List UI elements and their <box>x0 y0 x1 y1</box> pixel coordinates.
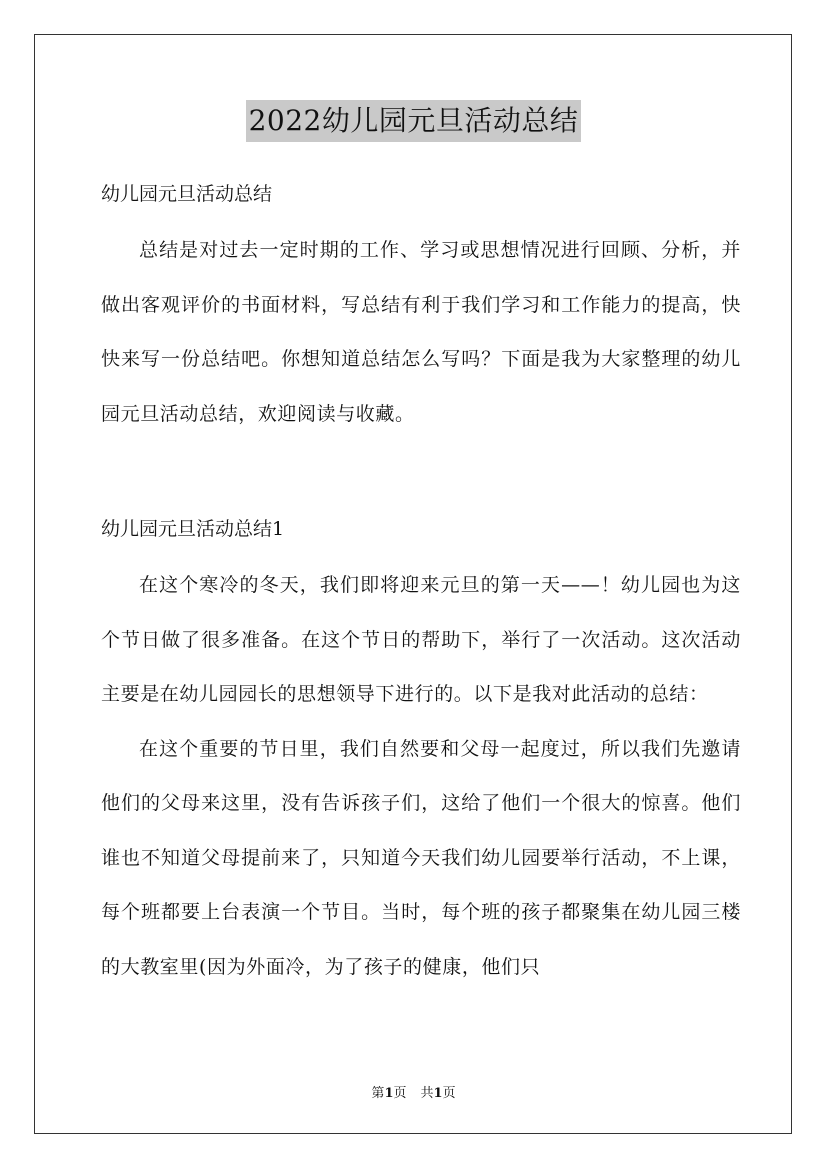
intro-heading: 幼儿园元旦活动总结 <box>101 183 273 205</box>
total-suffix: 页 <box>442 1086 456 1101</box>
total-prefix: 共 <box>420 1086 434 1101</box>
total-pages: 1 <box>433 1086 443 1101</box>
intro-paragraph: 总结是对过去一定时期的工作、学习或思想情况进行回顾、分析，并做出客观评价的书面材料，写总结有利于我们学习和工作能力的提高，快快来写一份总结吧。你想知道总结怎么写吗？下面是我为大家整理的幼儿园元旦活动总结，欢迎阅读与收藏。 <box>101 239 741 425</box>
section1-paragraph-1: 在这个寒冷的冬天，我们即将迎来元旦的第一天——！幼儿园也为这个节日做了很多准备。在这个节日的帮助下，举行了一次活动。这次活动主要是在幼儿园园长的思想领导下进行的。以下是我对此活动的总结： <box>101 574 741 705</box>
document-body <box>101 168 741 994</box>
title-area <box>0 100 827 142</box>
page-prefix: 第 <box>371 1086 385 1101</box>
section1-heading: 幼儿园元旦活动总结1 <box>101 518 285 540</box>
page-current: 1 <box>384 1086 394 1101</box>
page-suffix: 页 <box>393 1086 407 1101</box>
page-footer <box>0 1082 827 1101</box>
document-title: 2022幼儿园元旦活动总结 <box>246 100 582 142</box>
section1-paragraph-2: 在这个重要的节日里，我们自然要和父母一起度过，所以我们先邀请他们的父母来这里，没有告诉孩子们，这给了他们一个很大的惊喜。他们谁也不知道父母提前来了，只知道今天我们幼儿园要举行活动，不上课，每个班都要上台表演一个节目。当时，每个班的孩子都聚集在幼儿园三楼的大教室里(因为外面冷，为了孩子的健康，他们只 <box>101 737 741 978</box>
